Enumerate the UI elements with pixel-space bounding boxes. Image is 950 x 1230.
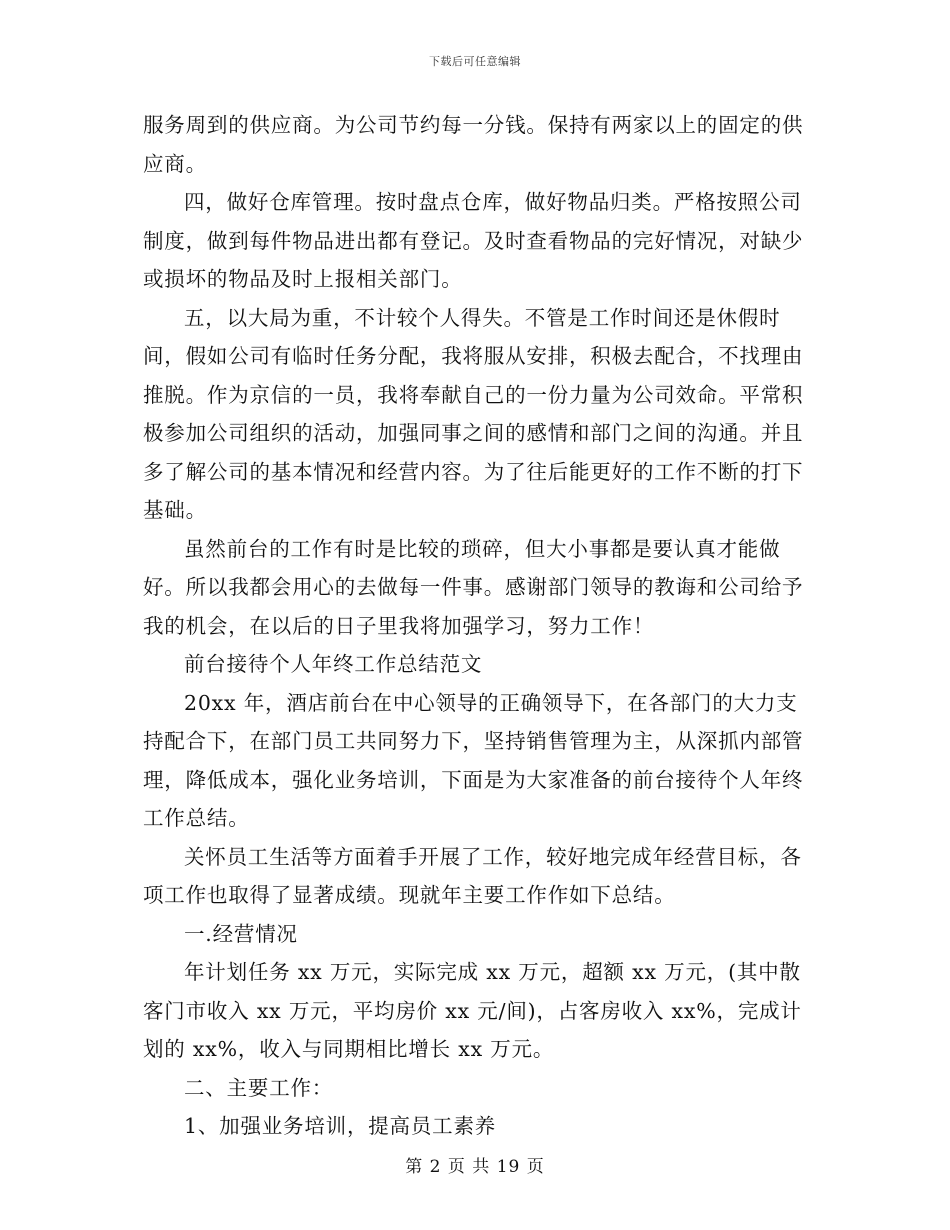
paragraph-summary: 关怀员工生活等方面着手开展了工作，较好地完成年经营目标，各项工作也取得了显著成绩。现就年主要工作作如下总结。 <box>143 844 802 907</box>
header-note: 下载后可任意编辑 <box>429 55 521 68</box>
footer-total-pages: 19 <box>496 1157 521 1177</box>
footer-total-word: 共 <box>472 1157 491 1177</box>
paragraph-warehouse: 四，做好仓库管理。按时盘点仓库，做好物品归类。严格按照公司制度，做到每件物品进出都有登记。及时查看物品的完好情况，对缺少或损坏的物品及时上报相关部门。 <box>143 190 804 291</box>
section-title: 前台接待个人年终工作总结范文 <box>184 652 483 676</box>
heading-operations: 一.经营情况 <box>184 921 298 946</box>
document-body <box>143 106 808 1146</box>
paragraph-intro: 20xx 年，酒店前台在中心领导的正确领导下，在各部门的大力支持配合下，在部门员工共同努力下，坚持销售管理为主，从深抓内部管理，降低成本，强化业务培训，下面是为大家准备的前台接待个人年终工作总结。 <box>143 690 804 830</box>
paragraph-big-picture: 五，以大局为重，不计较个人得失。不管是工作时间还是休假时间，假如公司有临时任务分配，我将服从安排，积极去配合，不找理由推脱。作为京信的一员，我将奉献自己的一份力量为公司效命。平常积极参加公司组织的活动，加强同事之间的感情和部门之间的沟通。并且多了解公司的基本情况和经营内容。为了往后能更好的工作不断的打下基础。 <box>143 305 804 522</box>
heading-training: 1、加强业务培训，提高员工素养 <box>184 1114 497 1138</box>
paragraph-operations: 年计划任务 xx 万元，实际完成 xx 万元，超额 xx 万元，(其中散客门市收入 xx 万元，平均房价 xx 元/间)，占客房收入 xx%，完成计划的 xx%，收入与同期相比增长 xx 万元。 <box>143 960 802 1061</box>
footer-suffix: 页 <box>526 1157 545 1177</box>
footer-page-word: 页 <box>447 1157 466 1177</box>
footer-current-page: 2 <box>429 1157 442 1177</box>
heading-main-work: 二、主要工作： <box>184 1075 334 1100</box>
paragraph-continuation: 服务周到的供应商。为公司节约每一分钱。保持有两家以上的固定的供应商。 <box>143 113 804 176</box>
page-footer <box>0 1152 950 1177</box>
footer-prefix: 第 <box>405 1157 424 1177</box>
paragraph-closing: 虽然前台的工作有时是比较的琐碎，但大小事都是要认真才能做好。所以我都会用心的去做每一件事。感谢部门领导的教诲和公司给予我的机会，在以后的日子里我将加强学习，努力工作！ <box>143 536 804 638</box>
